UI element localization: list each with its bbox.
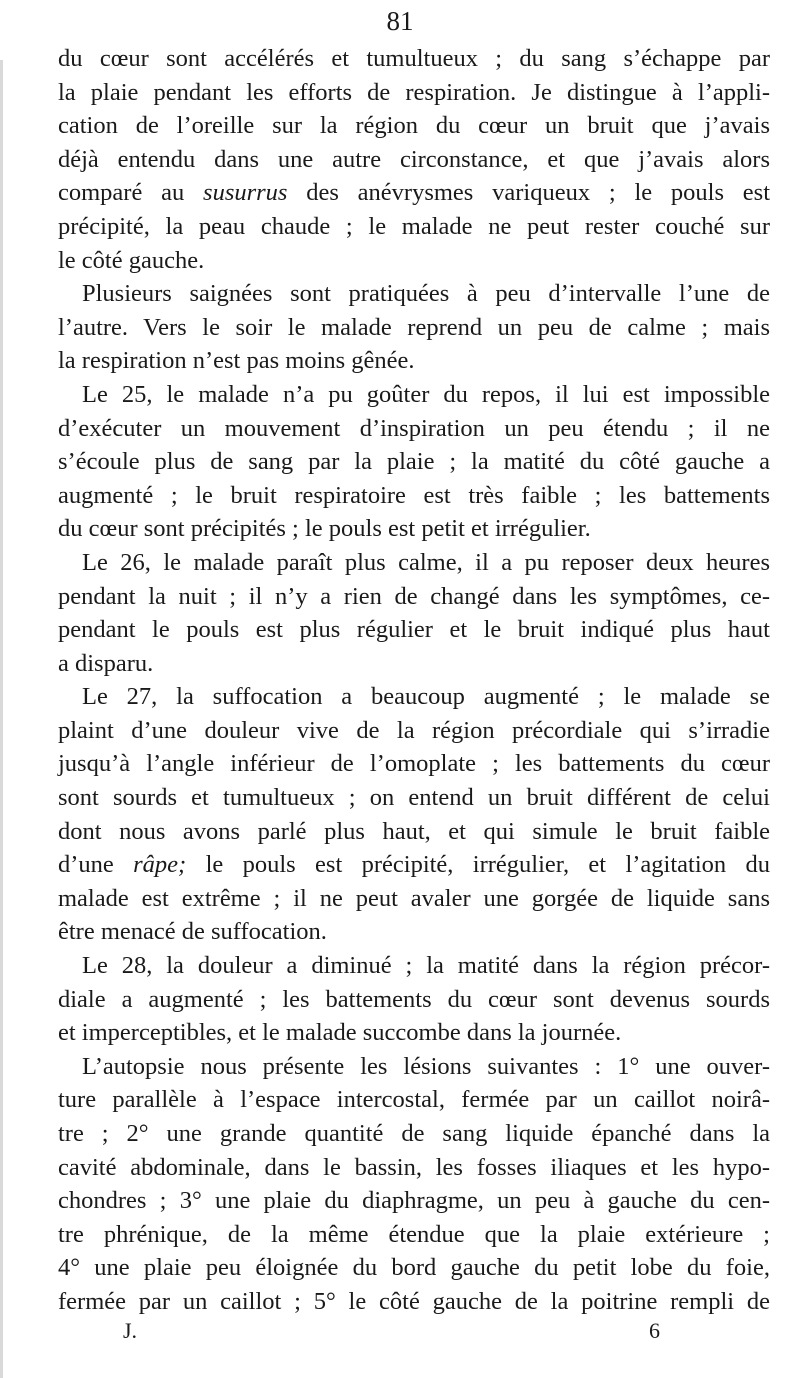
text-line: jusqu’à l’angle inférieur de l’omoplate ; les battements du cœur	[58, 750, 770, 778]
text-line: cavité abdominale, dans le bassin, les fosses iliaques et les hypo-	[58, 1153, 770, 1181]
text-line: augmenté ; le bruit respiratoire est très faible ; les battements	[58, 481, 770, 509]
text-line: pendant la nuit ; il n’y a rien de changé dans les symptômes, ce-	[58, 582, 770, 610]
text-line: d’une râpe; le pouls est précipité, irrégulier, et l’agitation du	[58, 851, 770, 879]
text-line: sont sourds et tumultueux ; on entend un bruit différent de celui	[58, 784, 770, 812]
text-line: la respiration n’est pas moins gênée.	[58, 347, 415, 375]
text-line: pendant le pouls est plus régulier et le bruit indiqué plus haut	[58, 616, 770, 644]
text-line: déjà entendu dans une autre circonstance, et que j’avais alors	[58, 145, 770, 173]
text-line: 4° une plaie peu éloignée du bord gauche du petit lobe du foie,	[58, 1254, 770, 1282]
text-line: du cœur sont précipités ; le pouls est petit et irrégulier.	[58, 515, 591, 543]
text-line: Plusieurs saignées sont pratiquées à peu d’intervalle l’une de	[82, 280, 770, 308]
text-line: Le 26, le malade paraît plus calme, il a pu reposer deux heures	[82, 548, 770, 576]
text-line: fermée par un caillot ; 5° le côté gauche de la poitrine rempli de	[58, 1287, 770, 1315]
text-line: ture parallèle à l’espace intercostal, fermée par un caillot noirâ-	[58, 1086, 770, 1114]
text-line: tre phrénique, de la même étendue que la plaie extérieure ;	[58, 1220, 770, 1248]
text-line: cation de l’oreille sur la région du cœur un bruit que j’avais	[58, 112, 770, 140]
text-line: s’écoule plus de sang par la plaie ; la matité du côté gauche a	[58, 448, 770, 476]
text-line: comparé au susurrus des anévrysmes variqueux ; le pouls est	[58, 179, 771, 207]
text-line: diale a augmenté ; les battements du cœur sont devenus sourds	[58, 985, 770, 1013]
signature-mark-left: J.	[123, 1318, 138, 1343]
text-line: a disparu.	[58, 649, 154, 677]
text-line: malade est extrême ; il ne peut avaler une gorgée de liquide sans	[58, 884, 770, 912]
signature-mark-right: 6	[649, 1318, 660, 1343]
text-line: plaint d’une douleur vive de la région précordiale qui s’irradie	[58, 716, 770, 744]
text-line: tre ; 2° une grande quantité de sang liquide épanché dans la	[58, 1120, 770, 1147]
text-line: la plaie pendant les efforts de respiration. Je distingue à l’appli-	[58, 78, 770, 106]
text-line: Le 28, la douleur a diminué ; la matité dans la région précor-	[82, 952, 770, 980]
text-line: L’autopsie nous présente les lésions suivantes : 1° une ouver-	[82, 1052, 770, 1080]
text-line: du cœur sont accélérés et tumultueux ; du sang s’échappe par	[58, 45, 770, 72]
text-line: Le 25, le malade n’a pu goûter du repos, il lui est impossible	[82, 380, 770, 408]
text-line: et imperceptibles, et le malade succombe dans la journée.	[58, 1019, 622, 1047]
text-line: d’exécuter un mouvement d’inspiration un peu étendu ; il ne	[58, 414, 770, 442]
italic-term: susurrus	[203, 179, 288, 207]
italic-term: râpe;	[133, 851, 187, 879]
page-edge-shadow	[0, 60, 3, 1378]
body-text	[58, 42, 770, 1319]
text-line: précipité, la peau chaude ; le malade ne peut rester couché sur	[58, 212, 770, 240]
text-line: l’autre. Vers le soir le malade reprend un peu de calme ; mais	[58, 313, 770, 341]
text-line: dont nous avons parlé plus haut, et qui simule le bruit faible	[58, 817, 770, 845]
page-footer	[58, 1316, 770, 1346]
text-line: chondres ; 3° une plaie du diaphragme, un peu à gauche du cen-	[58, 1187, 770, 1215]
page-number: 81	[386, 6, 414, 36]
text-line: Le 27, la suffocation a beaucoup augmenté ; le malade se	[82, 683, 770, 711]
text-line: le côté gauche.	[58, 246, 205, 274]
text-line: être menacé de suffocation.	[58, 918, 327, 946]
